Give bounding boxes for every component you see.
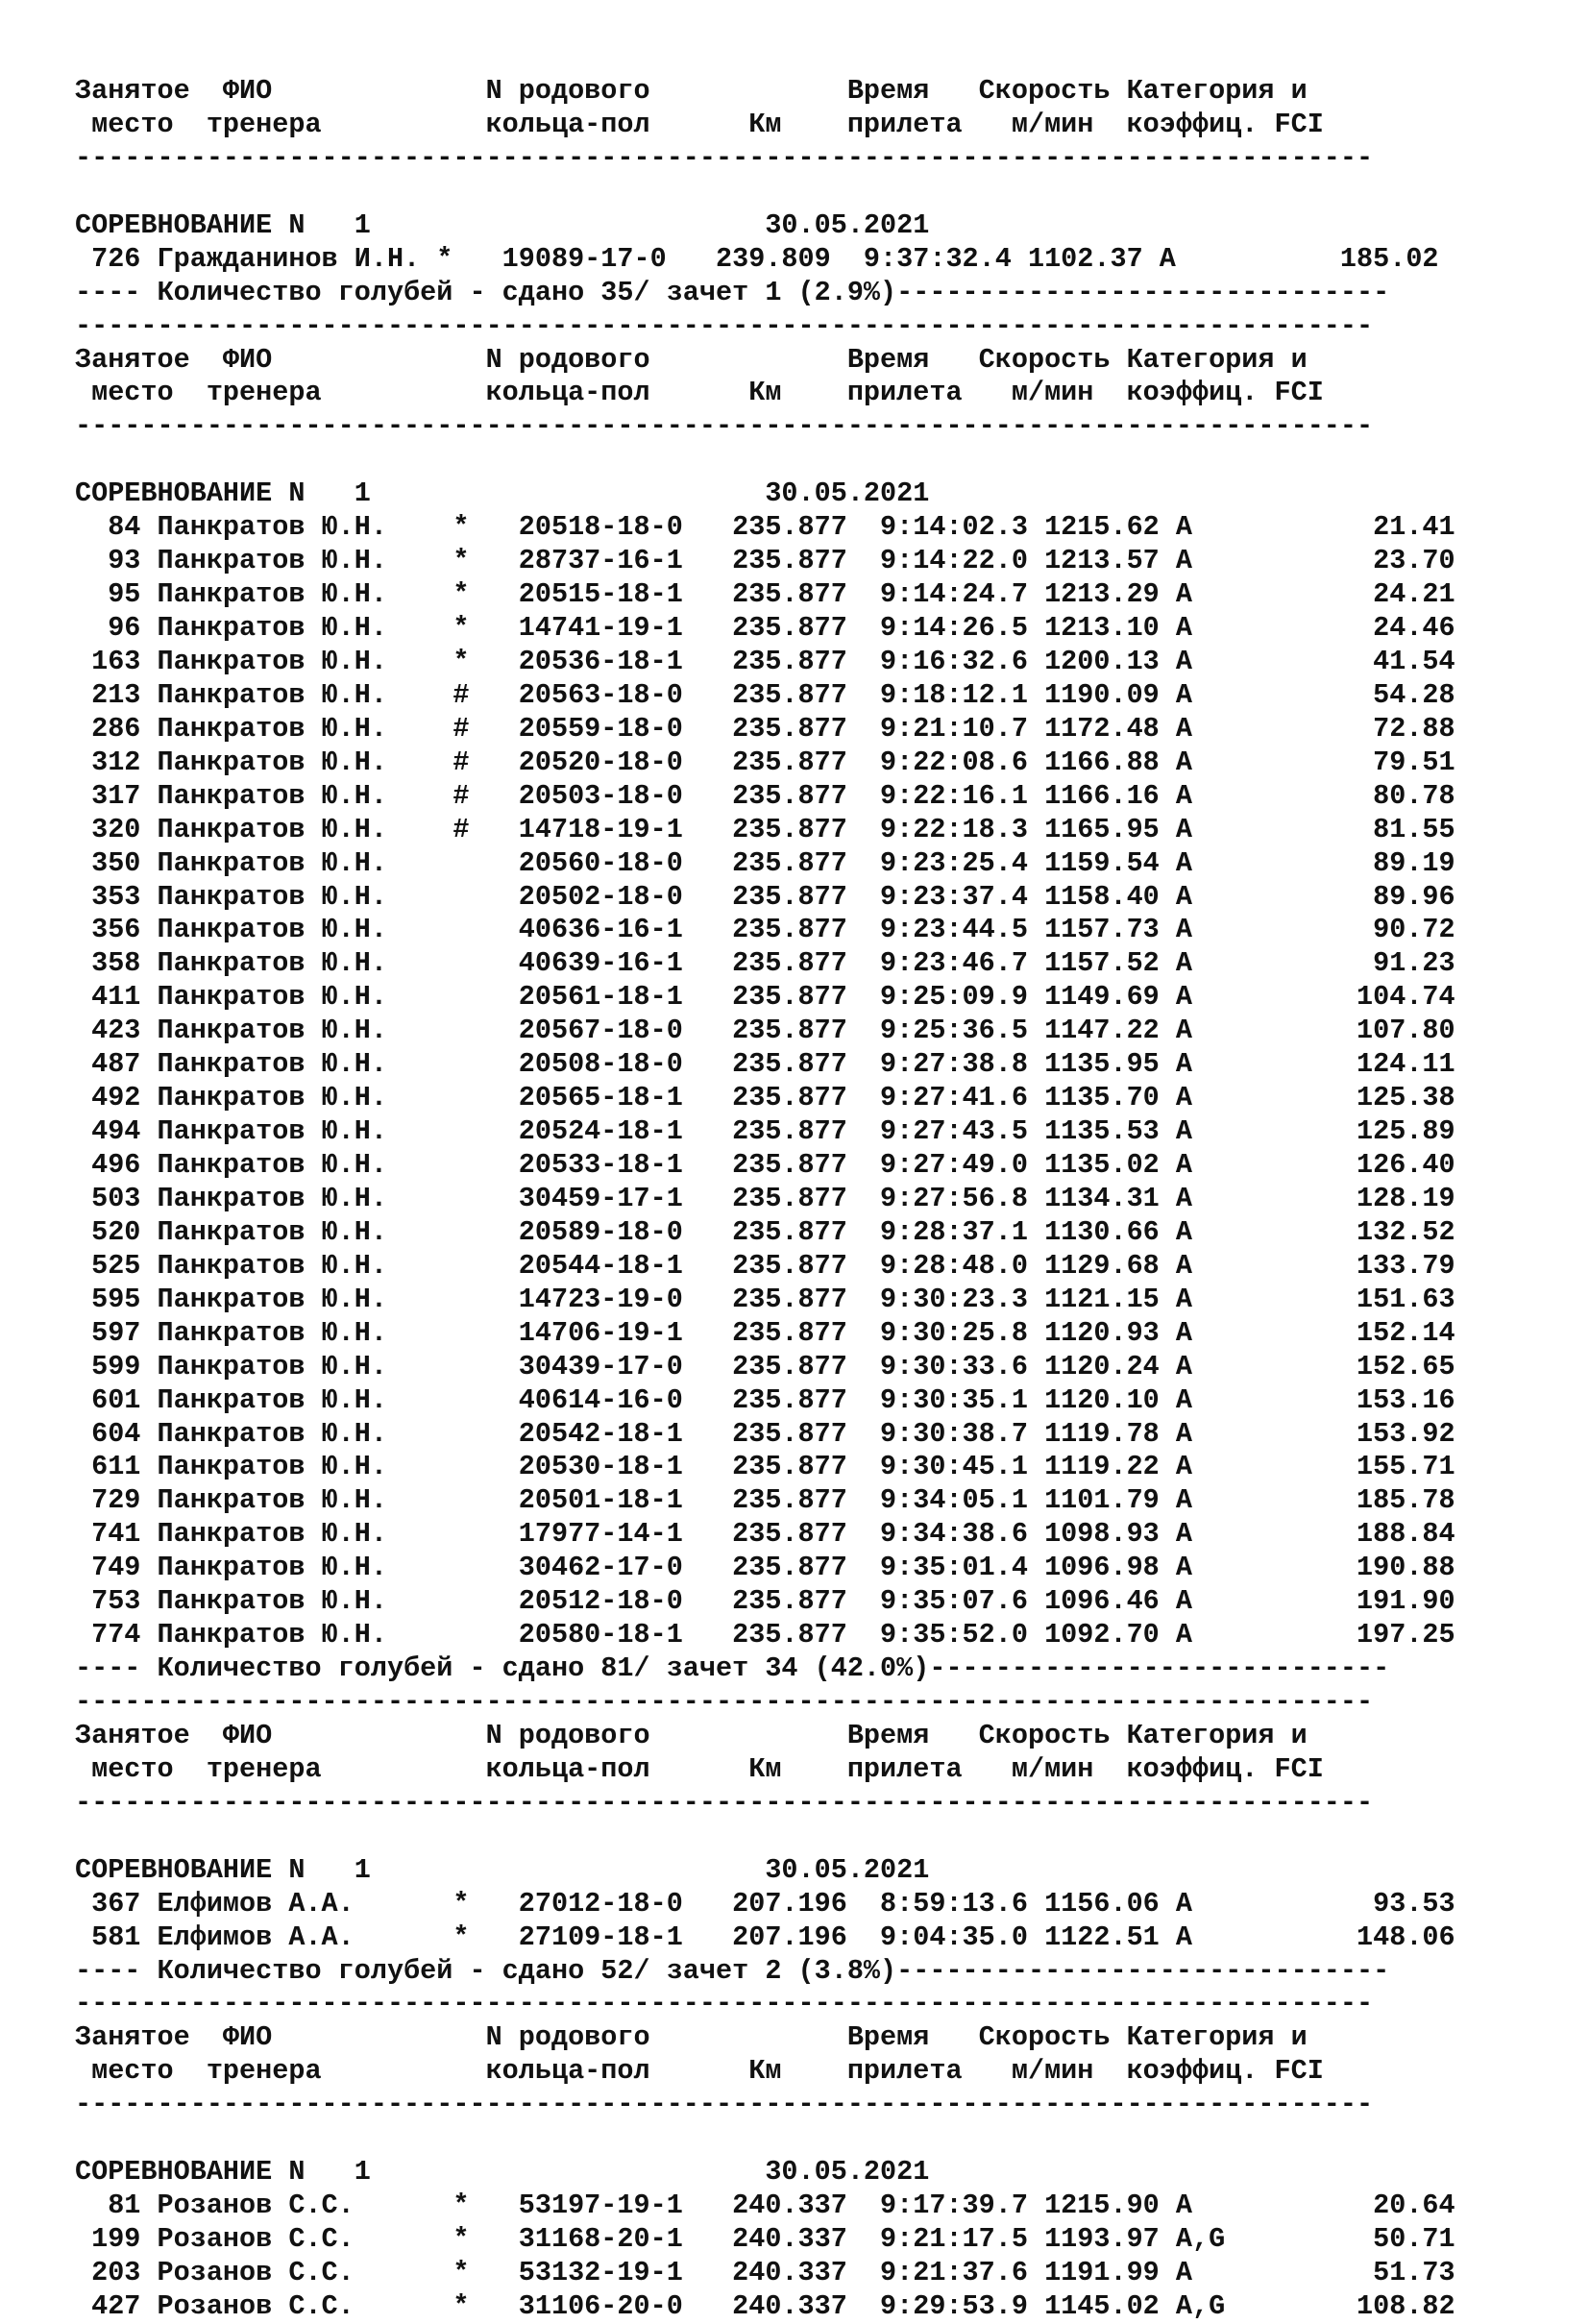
- result-row: 95 Панкратов Ю.Н. * 20515-18-1 235.877 9:14:24.7 1213.29 A 24.21: [75, 578, 1455, 611]
- result-row: 729 Панкратов Ю.Н. 20501-18-1 235.877 9:34:05.1 1101.79 A 185.78: [75, 1484, 1455, 1517]
- result-row: 367 Елфимов А.А. * 27012-18-0 207.196 8:59:13.6 1156.06 A 93.53: [75, 1887, 1455, 1920]
- result-row: 595 Панкратов Ю.Н. 14723-19-0 235.877 9:30:23.3 1121.15 A 151.63: [75, 1283, 1455, 1315]
- result-row: 356 Панкратов Ю.Н. 40636-16-1 235.877 9:23:44.5 1157.73 A 90.72: [75, 914, 1455, 946]
- result-row: 96 Панкратов Ю.Н. * 14741-19-1 235.877 9:14:26.5 1213.10 A 24.46: [75, 612, 1455, 644]
- result-row: 611 Панкратов Ю.Н. 20530-18-1 235.877 9:30:45.1 1119.22 A 155.71: [75, 1451, 1455, 1483]
- result-row: 81 Розанов С.С. * 53197-19-1 240.337 9:17:39.7 1215.90 A 20.64: [75, 2189, 1455, 2222]
- summary-line: ---- Количество голубей - сдано 52/ зачет 2 (3.8%)------------------------------: [75, 1954, 1390, 1987]
- result-row: 741 Панкратов Ю.Н. 17977-14-1 235.877 9:34:38.6 1098.93 A 188.84: [75, 1518, 1455, 1551]
- result-row: 93 Панкратов Ю.Н. * 28737-16-1 235.877 9:14:22.0 1213.57 A 23.70: [75, 545, 1455, 577]
- result-row: 604 Панкратов Ю.Н. 20542-18-1 235.877 9:30:38.7 1119.78 A 153.92: [75, 1417, 1455, 1450]
- result-row: 753 Панкратов Ю.Н. 20512-18-0 235.877 9:35:07.6 1096.46 A 191.90: [75, 1585, 1455, 1618]
- result-row: 213 Панкратов Ю.Н. # 20563-18-0 235.877 9:18:12.1 1190.09 A 54.28: [75, 678, 1455, 711]
- result-row: 496 Панкратов Ю.Н. 20533-18-1 235.877 9:27:49.0 1135.02 A 126.40: [75, 1149, 1455, 1181]
- result-row: 199 Розанов С.С. * 31168-20-1 240.337 9:21:17.5 1193.97 A,G 50.71: [75, 2223, 1455, 2255]
- summary-line: ---- Количество голубей - сдано 35/ зачет 1 (2.9%)------------------------------: [75, 276, 1390, 308]
- result-row: 487 Панкратов Ю.Н. 20508-18-0 235.877 9:27:38.8 1135.95 A 124.11: [75, 1048, 1455, 1081]
- summary-line: -------------------------------------------------------------------------------: [75, 141, 1374, 174]
- summary-line: ---- Количество голубей - сдано 81/ зачет 34 (42.0%)----------------------------: [75, 1652, 1390, 1685]
- summary-line: -------------------------------------------------------------------------------: [75, 2089, 1374, 2121]
- result-row: 163 Панкратов Ю.Н. * 20536-18-1 235.877 9:16:32.6 1200.13 A 41.54: [75, 645, 1455, 677]
- blank-line: [75, 176, 1589, 209]
- competition-header-line: СОРЕВНОВАНИЕ N 1 30.05.2021: [75, 1853, 930, 1886]
- column-header-line: место тренера кольца-пол Км прилета м/мин коэффиц. FCI: [75, 2055, 1324, 2088]
- result-row: 203 Розанов С.С. * 53132-19-1 240.337 9:21:37.6 1191.99 A 51.73: [75, 2256, 1455, 2288]
- result-row: 353 Панкратов Ю.Н. 20502-18-0 235.877 9:23:37.4 1158.40 A 89.96: [75, 880, 1455, 913]
- result-row: 503 Панкратов Ю.Н. 30459-17-1 235.877 9:27:56.8 1134.31 A 128.19: [75, 1182, 1455, 1214]
- summary-line: -------------------------------------------------------------------------------: [75, 410, 1374, 443]
- competition-header-line: СОРЕВНОВАНИЕ N 1 30.05.2021: [75, 477, 930, 510]
- result-row: 597 Панкратов Ю.Н. 14706-19-1 235.877 9:30:25.8 1120.93 A 152.14: [75, 1316, 1455, 1349]
- result-row: 286 Панкратов Ю.Н. # 20559-18-0 235.877 9:21:10.7 1172.48 A 72.88: [75, 712, 1455, 745]
- blank-line: [75, 1821, 1589, 1854]
- result-row: 774 Панкратов Ю.Н. 20580-18-1 235.877 9:35:52.0 1092.70 A 197.25: [75, 1619, 1455, 1651]
- result-row: 411 Панкратов Ю.Н. 20561-18-1 235.877 9:25:09.9 1149.69 A 104.74: [75, 981, 1455, 1014]
- result-row: 358 Панкратов Ю.Н. 40639-16-1 235.877 9:23:46.7 1157.52 A 91.23: [75, 947, 1455, 980]
- column-header-line: место тренера кольца-пол Км прилета м/мин коэффиц. FCI: [75, 108, 1324, 140]
- summary-line: -------------------------------------------------------------------------------: [75, 1988, 1374, 2020]
- column-header-line: место тренера кольца-пол Км прилета м/мин коэффиц. FCI: [75, 1752, 1324, 1785]
- summary-line: -------------------------------------------------------------------------------: [75, 1786, 1374, 1819]
- summary-line: -------------------------------------------------------------------------------: [75, 1686, 1374, 1718]
- result-row: 599 Панкратов Ю.Н. 30439-17-0 235.877 9:30:33.6 1120.24 A 152.65: [75, 1350, 1455, 1382]
- result-row: 601 Панкратов Ю.Н. 40614-16-0 235.877 9:30:35.1 1120.10 A 153.16: [75, 1383, 1455, 1416]
- competition-header-line: СОРЕВНОВАНИЕ N 1 30.05.2021: [75, 208, 930, 241]
- result-row: 581 Елфимов А.А. * 27109-18-1 207.196 9:04:35.0 1122.51 A 148.06: [75, 1920, 1455, 1953]
- result-row: 320 Панкратов Ю.Н. # 14718-19-1 235.877 9:22:18.3 1165.95 A 81.55: [75, 813, 1455, 845]
- result-row: 427 Розанов С.С. * 31106-20-0 240.337 9:29:53.9 1145.02 A,G 108.82: [75, 2289, 1455, 2322]
- column-header-line: Занятое ФИО N родового Время Скорость Категория и: [75, 75, 1308, 107]
- result-row: 350 Панкратов Ю.Н. 20560-18-0 235.877 9:23:25.4 1159.54 A 89.19: [75, 846, 1455, 879]
- summary-line: -------------------------------------------------------------------------------: [75, 309, 1374, 342]
- result-row: 494 Панкратов Ю.Н. 20524-18-1 235.877 9:27:43.5 1135.53 A 125.89: [75, 1115, 1455, 1148]
- result-row: 312 Панкратов Ю.Н. # 20520-18-0 235.877 9:22:08.6 1166.88 A 79.51: [75, 746, 1455, 778]
- blank-line: [75, 444, 1589, 477]
- result-row: 84 Панкратов Ю.Н. * 20518-18-0 235.877 9:14:02.3 1215.62 A 21.41: [75, 511, 1455, 544]
- column-header-line: место тренера кольца-пол Км прилета м/мин коэффиц. FCI: [75, 377, 1324, 409]
- result-row: 520 Панкратов Ю.Н. 20589-18-0 235.877 9:28:37.1 1130.66 A 132.52: [75, 1215, 1455, 1248]
- result-row: 726 Гражданинов И.Н. * 19089-17-0 239.809 9:37:32.4 1102.37 A 185.02: [75, 242, 1439, 275]
- result-row: 423 Панкратов Ю.Н. 20567-18-0 235.877 9:25:36.5 1147.22 A 107.80: [75, 1015, 1455, 1047]
- column-header-line: Занятое ФИО N родового Время Скорость Категория и: [75, 1719, 1308, 1751]
- result-row: 492 Панкратов Ю.Н. 20565-18-1 235.877 9:27:41.6 1135.70 A 125.38: [75, 1082, 1455, 1114]
- column-header-line: Занятое ФИО N родового Время Скорость Категория и: [75, 2021, 1308, 2054]
- blank-line: [75, 2122, 1589, 2156]
- competition-header-line: СОРЕВНОВАНИЕ N 1 30.05.2021: [75, 2156, 930, 2189]
- result-row: 749 Панкратов Ю.Н. 30462-17-0 235.877 9:35:01.4 1096.98 A 190.88: [75, 1552, 1455, 1584]
- result-row: 525 Панкратов Ю.Н. 20544-18-1 235.877 9:28:48.0 1129.68 A 133.79: [75, 1249, 1455, 1282]
- result-row: 317 Панкратов Ю.Н. # 20503-18-0 235.877 9:22:16.1 1166.16 A 80.78: [75, 779, 1455, 812]
- column-header-line: Занятое ФИО N родового Время Скорость Категория и: [75, 343, 1308, 376]
